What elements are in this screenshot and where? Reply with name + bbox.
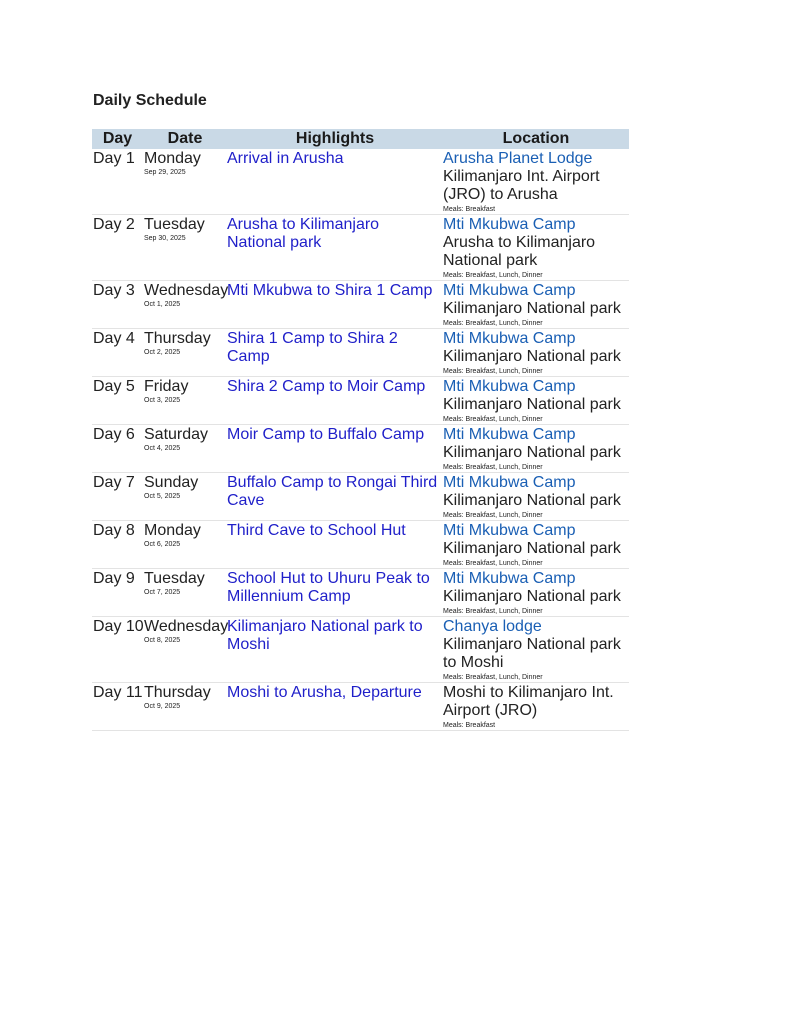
- lodge-link[interactable]: Mti Mkubwa Camp: [443, 282, 576, 299]
- route-text: Kilimanjaro National park: [443, 492, 621, 509]
- lodge-link[interactable]: Mti Mkubwa Camp: [443, 426, 576, 443]
- location-cell: [443, 425, 629, 472]
- schedule-table: [92, 129, 629, 731]
- day-number: Day 4: [93, 330, 135, 347]
- date-cell: [143, 215, 227, 280]
- weekday: Thursday: [144, 330, 211, 347]
- calendar-date: Oct 8, 2025: [144, 637, 181, 644]
- date-cell: [143, 617, 227, 682]
- location-cell: [443, 377, 629, 424]
- day-number: Day 10: [93, 618, 144, 635]
- highlight-link[interactable]: School Hut to Uhuru Peak to Millennium Camp: [227, 570, 430, 605]
- highlight-link[interactable]: Kilimanjaro National park to Moshi: [227, 618, 423, 653]
- location-cell: [443, 281, 629, 328]
- header-day: Day: [102, 130, 133, 147]
- calendar-date: Oct 3, 2025: [144, 397, 181, 404]
- meals-note: Meals: Breakfast, Lunch, Dinner: [443, 416, 543, 423]
- lodge-link[interactable]: Mti Mkubwa Camp: [443, 474, 576, 491]
- page-title: Daily Schedule: [93, 92, 207, 109]
- meals-note: Meals: Breakfast, Lunch, Dinner: [443, 368, 543, 375]
- meals-note: Meals: Breakfast, Lunch, Dinner: [443, 512, 543, 519]
- table-row: [92, 329, 629, 377]
- highlight-link[interactable]: Buffalo Camp to Rongai Third Cave: [227, 474, 438, 509]
- table-row: [92, 425, 629, 473]
- calendar-date: Oct 9, 2025: [144, 703, 181, 710]
- meals-note: Meals: Breakfast, Lunch, Dinner: [443, 320, 543, 327]
- route-text: Arusha to Kilimanjaro National park: [443, 234, 596, 269]
- highlight-link[interactable]: Shira 2 Camp to Moir Camp: [227, 378, 426, 395]
- highlight-link[interactable]: Arusha to Kilimanjaro National park: [227, 216, 380, 251]
- location-cell: [443, 329, 629, 376]
- route-text: Kilimanjaro National park: [443, 396, 621, 413]
- day-number: Day 8: [93, 522, 135, 539]
- calendar-date: Oct 1, 2025: [144, 301, 181, 308]
- highlight-link[interactable]: Moshi to Arusha, Departure: [227, 684, 422, 701]
- day-number: Day 5: [93, 378, 135, 395]
- date-cell: [143, 425, 227, 472]
- day-number: Day 11: [93, 684, 143, 701]
- route-text: Kilimanjaro National park to Moshi: [443, 636, 621, 671]
- calendar-date: Oct 4, 2025: [144, 445, 181, 452]
- highlight-link[interactable]: Third Cave to School Hut: [227, 522, 406, 539]
- weekday: Wednesday: [144, 618, 229, 635]
- meals-note: Meals: Breakfast, Lunch, Dinner: [443, 272, 543, 279]
- highlight-link[interactable]: Arrival in Arusha: [227, 150, 344, 167]
- lodge-link[interactable]: Arusha Planet Lodge: [443, 150, 593, 167]
- meals-note: Meals: Breakfast, Lunch, Dinner: [443, 560, 543, 567]
- calendar-date: Oct 6, 2025: [144, 541, 181, 548]
- weekday: Tuesday: [144, 216, 205, 233]
- table-header: [92, 129, 629, 149]
- lodge-link[interactable]: Mti Mkubwa Camp: [443, 522, 576, 539]
- table-row: [92, 569, 629, 617]
- date-cell: [143, 329, 227, 376]
- calendar-date: Sep 29, 2025: [144, 169, 186, 176]
- table-row: [92, 683, 629, 731]
- header-highlights: Highlights: [295, 130, 375, 147]
- day-number: Day 6: [93, 426, 135, 443]
- calendar-date: Sep 30, 2025: [144, 235, 186, 242]
- route-text: Kilimanjaro National park: [443, 444, 621, 461]
- table-row: [92, 281, 629, 329]
- day-number: Day 9: [93, 570, 135, 587]
- day-number: Day 2: [93, 216, 135, 233]
- meals-note: Meals: Breakfast, Lunch, Dinner: [443, 674, 543, 681]
- calendar-date: Oct 5, 2025: [144, 493, 181, 500]
- table-row: [92, 215, 629, 281]
- table-row: [92, 473, 629, 521]
- lodge-link[interactable]: Mti Mkubwa Camp: [443, 378, 576, 395]
- location-cell: [443, 569, 629, 616]
- table-row: [92, 617, 629, 683]
- lodge-link[interactable]: Mti Mkubwa Camp: [443, 570, 576, 587]
- highlight-link[interactable]: Mti Mkubwa to Shira 1 Camp: [227, 282, 433, 299]
- table-row: [92, 149, 629, 215]
- date-cell: [143, 281, 227, 328]
- table-body: [92, 149, 629, 731]
- date-cell: [143, 473, 227, 520]
- meals-note: Meals: Breakfast: [443, 722, 496, 729]
- location-cell: [443, 149, 629, 214]
- header-location: Location: [502, 130, 570, 147]
- lodge-link[interactable]: Chanya lodge: [443, 618, 542, 635]
- route-text: Moshi to Kilimanjaro Int. Airport (JRO): [443, 684, 614, 719]
- route-text: Kilimanjaro National park: [443, 540, 621, 557]
- location-cell: [443, 617, 629, 682]
- weekday: Wednesday: [144, 282, 229, 299]
- route-text: Kilimanjaro National park: [443, 588, 621, 605]
- location-cell: [443, 215, 629, 280]
- table-row: [92, 521, 629, 569]
- day-number: Day 7: [93, 474, 135, 491]
- lodge-link[interactable]: Mti Mkubwa Camp: [443, 216, 576, 233]
- meals-note: Meals: Breakfast: [443, 206, 496, 213]
- lodge-link[interactable]: Mti Mkubwa Camp: [443, 330, 576, 347]
- weekday: Monday: [144, 522, 201, 539]
- weekday: Tuesday: [144, 570, 205, 587]
- location-cell: [443, 473, 629, 520]
- meals-note: Meals: Breakfast, Lunch, Dinner: [443, 464, 543, 471]
- date-cell: [143, 149, 227, 214]
- route-text: Kilimanjaro National park: [443, 300, 621, 317]
- date-cell: [143, 521, 227, 568]
- date-cell: [143, 377, 227, 424]
- weekday: Sunday: [144, 474, 199, 491]
- date-cell: [143, 569, 227, 616]
- meals-note: Meals: Breakfast, Lunch, Dinner: [443, 608, 543, 615]
- day-number: Day 3: [93, 282, 135, 299]
- weekday: Monday: [144, 150, 201, 167]
- table-row: [92, 377, 629, 425]
- weekday: Saturday: [144, 426, 209, 443]
- date-cell: [143, 683, 227, 730]
- calendar-date: Oct 7, 2025: [144, 589, 181, 596]
- location-cell: [443, 521, 629, 568]
- weekday: Friday: [144, 378, 189, 395]
- route-text: Kilimanjaro National park: [443, 348, 621, 365]
- location-cell: [443, 683, 629, 730]
- highlight-link[interactable]: Shira 1 Camp to Shira 2 Camp: [227, 330, 398, 365]
- highlight-link[interactable]: Moir Camp to Buffalo Camp: [227, 426, 425, 443]
- day-number: Day 1: [93, 150, 135, 167]
- weekday: Thursday: [144, 684, 211, 701]
- calendar-date: Oct 2, 2025: [144, 349, 181, 356]
- route-text: Kilimanjaro Int. Airport (JRO) to Arusha: [443, 168, 600, 203]
- header-date: Date: [167, 130, 203, 147]
